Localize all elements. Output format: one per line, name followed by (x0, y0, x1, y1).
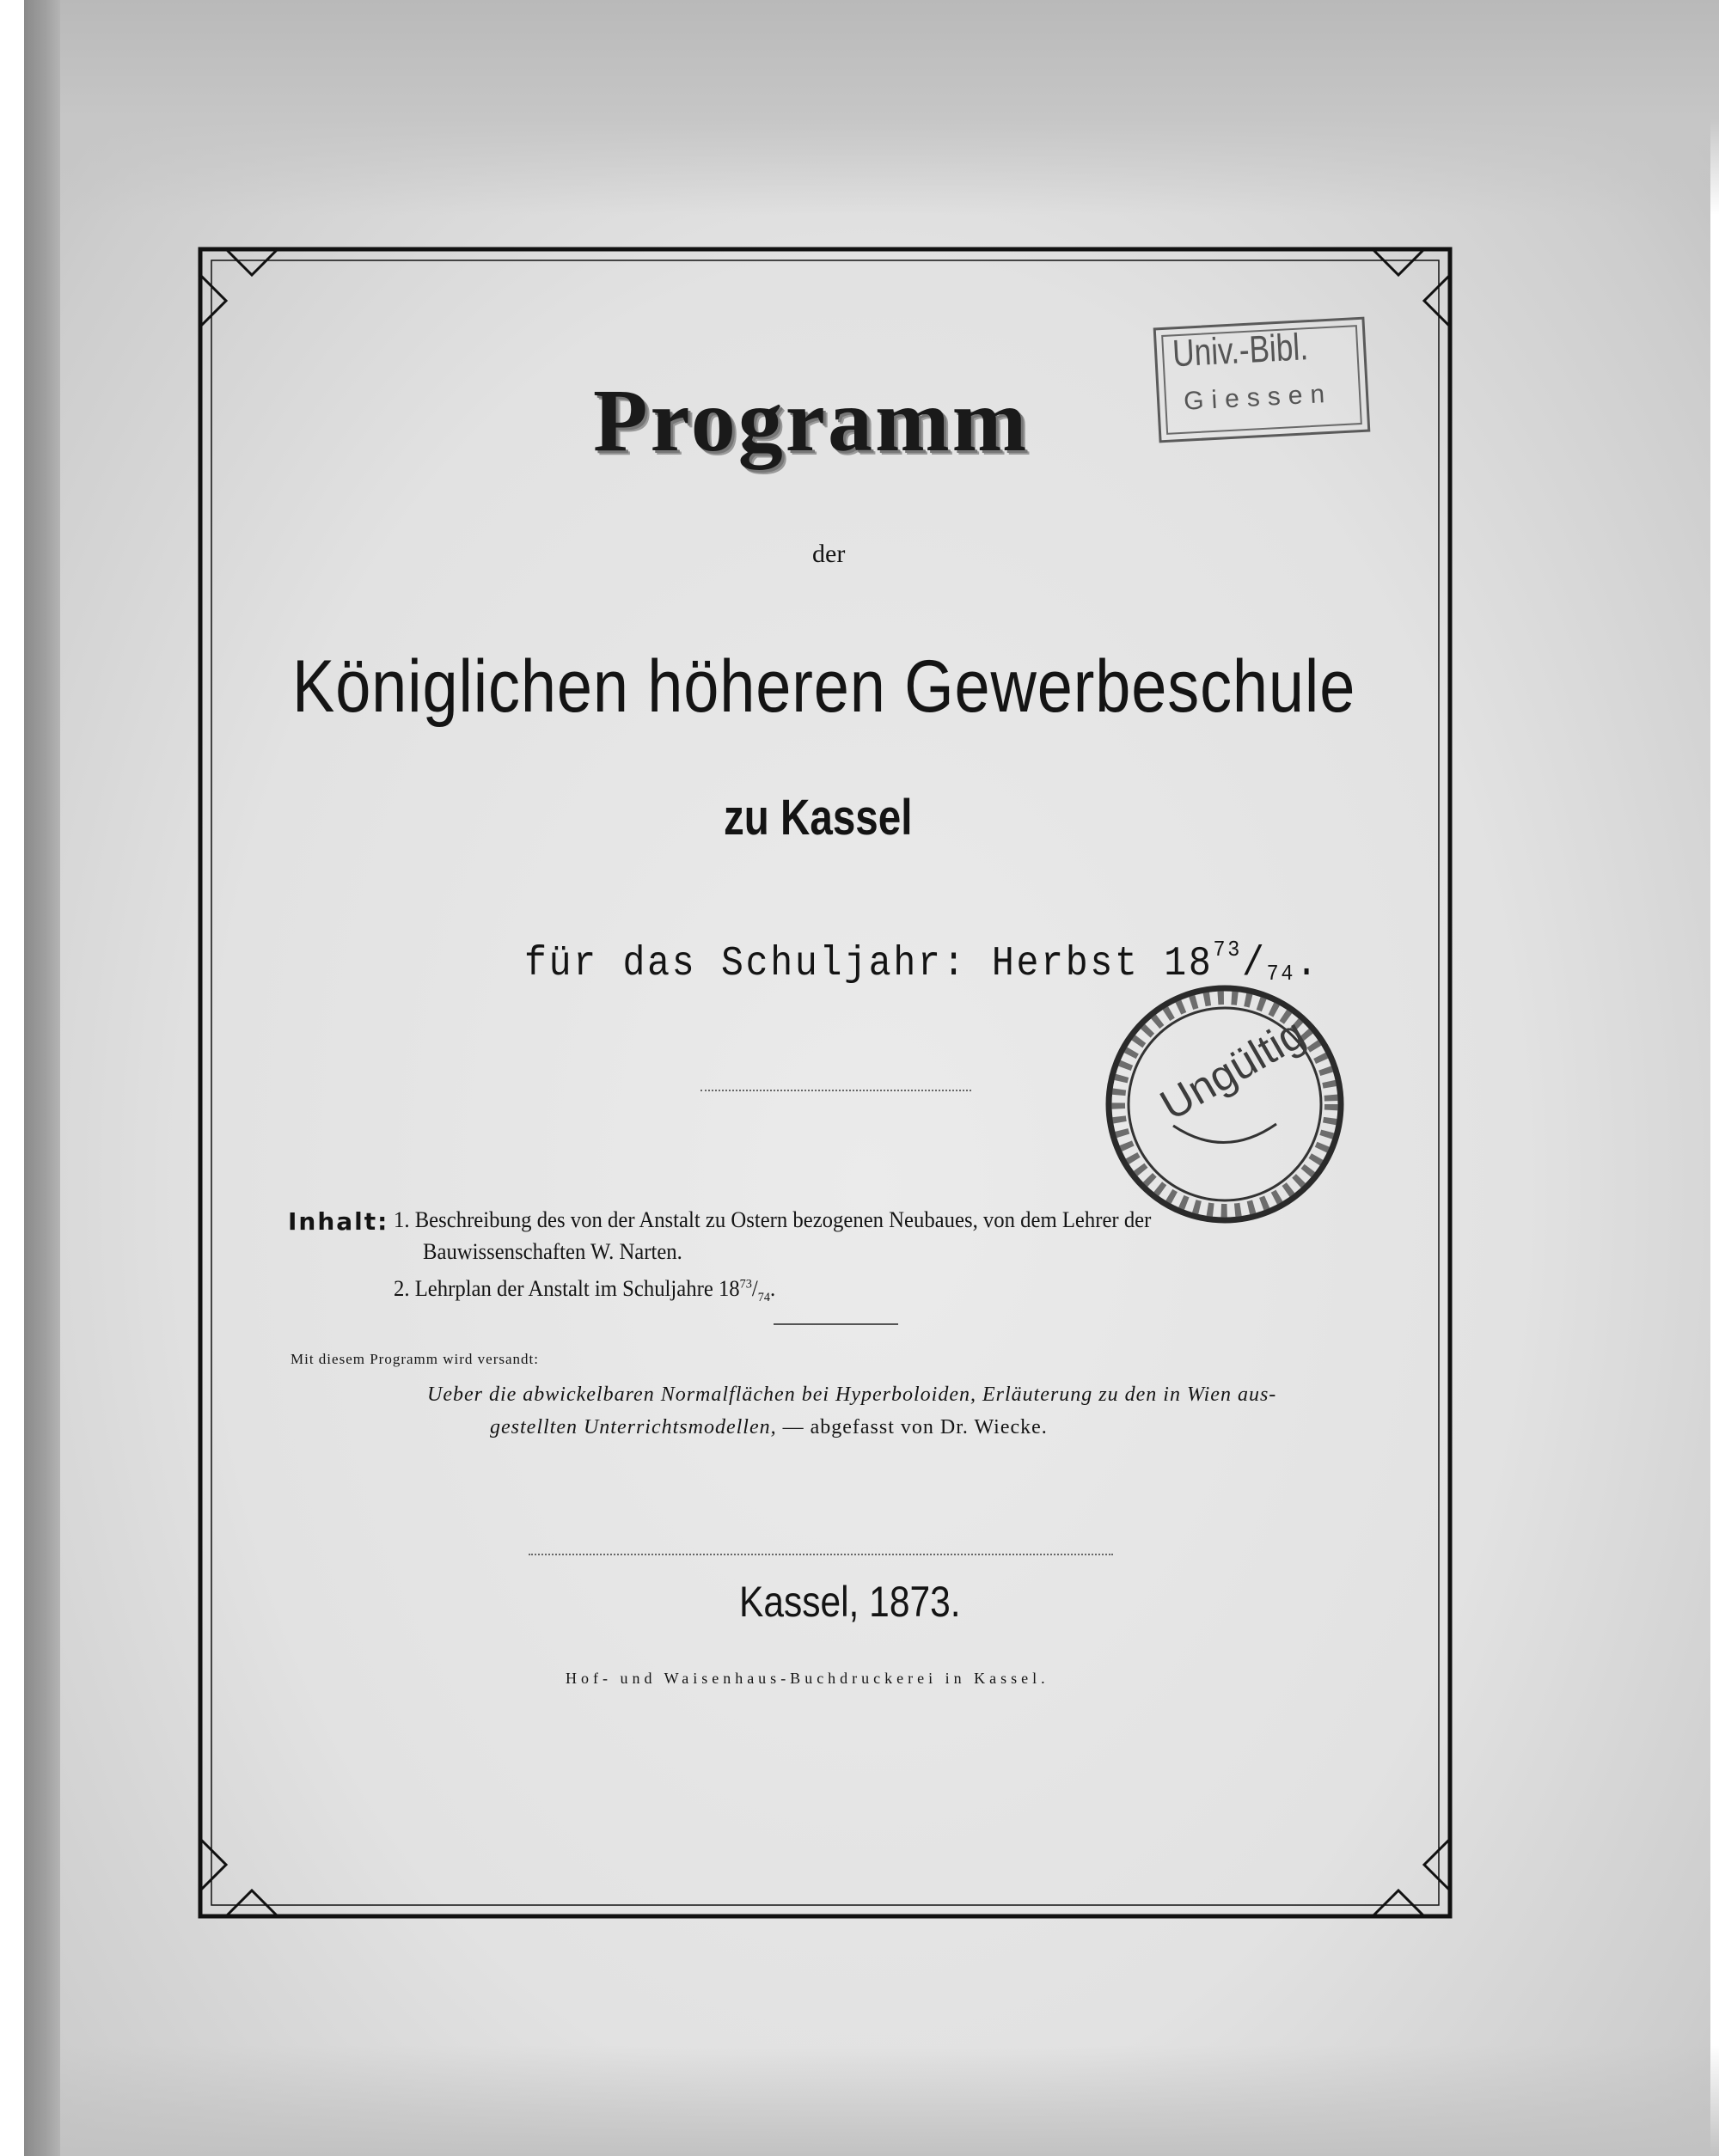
contents-label: Inhalt: (288, 1207, 389, 1236)
school-year-sup: 73 (1213, 937, 1242, 962)
contents-item2-suffix: . (770, 1276, 776, 1301)
school-year-slash: / (1241, 941, 1267, 987)
contents-item2-sup: 73 (739, 1277, 752, 1292)
library-stamp (1153, 317, 1371, 443)
library-stamp-line1: Univ.-Bibl. (1171, 326, 1310, 376)
school-year-suffix: . (1295, 941, 1320, 987)
printer-line: Hof- und Waisenhaus-Buchdruckerei in Kassel. (566, 1670, 1049, 1687)
enclosure-line2 (490, 1416, 1048, 1439)
contents-item1-line2: Bauwissenschaften W. Narten. (423, 1239, 682, 1264)
school-year-prefix: für das Schuljahr: Herbst 18 (524, 941, 1214, 987)
invalid-stamp-text: Ungültig (1152, 1009, 1313, 1130)
document-title: Programm (593, 371, 1030, 470)
divider-upper (700, 1090, 971, 1091)
city-name: zu Kassel (724, 790, 913, 846)
institution-name: Königlichen höheren Gewerbeschule (292, 645, 1356, 728)
divider-middle (774, 1323, 898, 1325)
imprint-place-year: Kassel, 1873. (739, 1578, 961, 1626)
round-library-stamp (1100, 980, 1349, 1229)
article-der: der (812, 540, 846, 568)
enclosure-line2-italic: gestellten Unterrichtsmodellen, (490, 1416, 777, 1438)
contents-item2 (394, 1276, 775, 1305)
contents-item2-slash: / (751, 1276, 758, 1301)
divider-lower (529, 1554, 1113, 1555)
school-year-sub: 74 (1266, 961, 1296, 986)
contents-item1-line1: 1. Beschreibung des von der Anstalt zu Ostern bezogenen Neubaues, von dem Lehrer der (394, 1207, 1152, 1232)
library-stamp-line2: Giessen (1183, 379, 1333, 416)
contents-item2-sub: 74 (757, 1291, 771, 1305)
enclosure-line2-upright: — abgefasst von Dr. Wiecke. (776, 1416, 1048, 1438)
enclosure-line1: Ueber die abwickelbaren Normalflächen bei Hyperboloiden, Erläuterung zu den in Wien aus- (427, 1383, 1277, 1406)
enclosure-intro: Mit diesem Programm wird versandt: (291, 1351, 539, 1367)
contents-item2-prefix: 2. Lehrplan der Anstalt im Schuljahre 18 (394, 1276, 740, 1301)
